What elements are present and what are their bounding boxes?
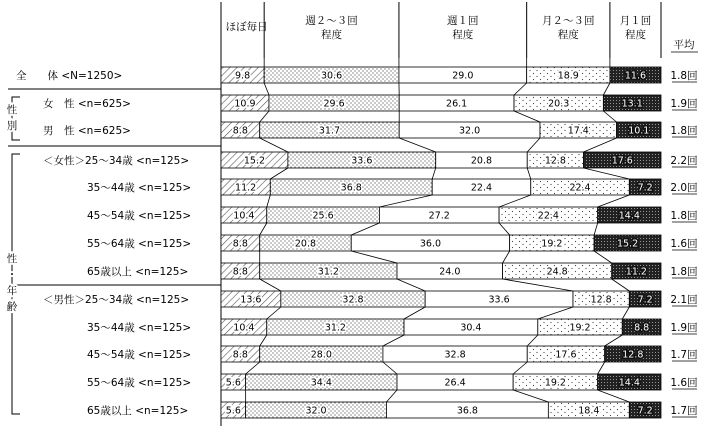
bar-value-label: 22.4 — [537, 210, 559, 222]
connector-line — [499, 195, 531, 207]
bar-value-label: 10.4 — [233, 322, 255, 334]
connector-line — [260, 223, 267, 235]
bar-value-label: 8.8 — [232, 125, 248, 137]
average-value: 1.8回 — [670, 210, 698, 222]
bar-value-label: 32.8 — [444, 349, 466, 361]
bar-value-label: 15.2 — [243, 155, 266, 167]
bar-value-label: 29.6 — [323, 98, 345, 110]
bar-value-label: 36.8 — [456, 405, 478, 417]
bar-value-label: 18.9 — [557, 70, 579, 82]
bar-value-label: 22.4 — [569, 182, 591, 194]
average-value: 2.2回 — [670, 155, 698, 167]
bar-value-label: 15.2 — [616, 238, 639, 250]
connector-line — [267, 195, 271, 207]
bar-value-label: 13.1 — [621, 98, 643, 110]
bar-value-label: 32.0 — [459, 125, 481, 137]
connector-line — [499, 223, 510, 235]
connector-line — [503, 251, 510, 263]
bar-value-label: 31.7 — [318, 125, 341, 137]
average-value: 1.6回 — [670, 238, 698, 250]
bar-value-label: 30.6 — [320, 70, 343, 82]
bar-value-label: 7.2 — [637, 294, 653, 306]
sex-age-group-label: 年 — [6, 285, 18, 297]
connector-line — [264, 83, 269, 95]
average-value: 2.1回 — [670, 294, 698, 306]
average-value: 1.7回 — [670, 405, 698, 417]
row-label: 45～54歳 <n=125> — [87, 349, 192, 361]
connector-line — [503, 279, 573, 291]
series-header-label: 程度 — [557, 29, 579, 41]
bar-value-label: 34.4 — [310, 377, 332, 389]
average-value: 1.9回 — [670, 98, 698, 110]
connector-line — [383, 362, 397, 374]
series-header-label: 程度 — [321, 29, 343, 41]
connector-line — [598, 362, 605, 374]
bar-value-label: 26.1 — [446, 98, 468, 110]
bar-value-label: 19.2 — [544, 377, 566, 389]
bar-value-label: 25.6 — [312, 210, 334, 222]
connector-line — [399, 138, 436, 152]
connector-line — [260, 335, 267, 346]
row-label: 55～64歳 <n=125> — [87, 238, 192, 250]
connector-line — [584, 138, 617, 152]
connector-line — [538, 307, 573, 319]
bar-value-label: 24.8 — [546, 266, 568, 278]
connector-line — [404, 307, 425, 319]
sex-group-label: 別 — [6, 120, 18, 132]
connector-line — [246, 362, 260, 374]
bar-value-label: 10.9 — [234, 98, 256, 110]
bar-value-label: 17.4 — [567, 125, 589, 137]
bar-value-label: 12.8 — [544, 155, 566, 167]
sex-age-bracket — [12, 154, 20, 414]
bar-value-label: 11.2 — [235, 182, 257, 194]
connector-line — [594, 223, 598, 235]
bar-value-label: 20.8 — [470, 155, 493, 167]
connector-line — [379, 195, 432, 207]
average-value: 1.8回 — [670, 70, 698, 82]
bar-value-label: 10.1 — [628, 125, 650, 137]
connector-line — [603, 83, 610, 95]
bar-value-label: 8.8 — [634, 322, 650, 334]
bar-value-label: 19.2 — [569, 322, 591, 334]
bar-value-label: 20.3 — [548, 98, 570, 110]
row-label: 35～44歳 <n=125> — [87, 322, 192, 334]
bar-value-label: 10.4 — [233, 210, 255, 222]
connector-line — [432, 168, 436, 179]
connector-line — [351, 251, 397, 263]
bar-value-label: 8.8 — [232, 349, 248, 361]
average-header: 平均 — [673, 39, 695, 51]
bar-value-label: 7.2 — [637, 405, 653, 417]
series-header-label: 週２～３回 — [305, 15, 358, 27]
connector-line — [260, 111, 269, 122]
sex-group-label: 性 — [6, 104, 18, 116]
connector-line — [270, 168, 288, 179]
bar-value-label: 12.8 — [590, 294, 612, 306]
average-value: 1.7回 — [670, 349, 698, 361]
series-header-label: 程度 — [624, 29, 646, 41]
bar-value-label: 33.6 — [488, 294, 510, 306]
bar-value-label: 13.6 — [240, 294, 262, 306]
bar-value-label: 20.8 — [294, 238, 317, 250]
connector-line — [267, 307, 281, 319]
row-label: 65歳以上 <n=125> — [87, 405, 189, 417]
bar-value-label: 14.4 — [618, 377, 640, 389]
series-header-label: 程度 — [452, 29, 474, 41]
bar-value-label: 22.4 — [470, 182, 493, 194]
sex-age-group-label: 性 — [6, 253, 18, 265]
bar-value-label: 9.8 — [235, 70, 251, 82]
connector-line — [513, 390, 548, 402]
connector-line — [594, 251, 612, 263]
average-value: 1.6回 — [670, 377, 698, 389]
bar-value-label: 5.6 — [225, 377, 241, 389]
bar-value-label: 17.6 — [555, 349, 577, 361]
connector-line — [260, 138, 288, 152]
connector-line — [260, 279, 281, 291]
sex-age-group-label: ・ — [6, 269, 18, 281]
average-value: 1.8回 — [670, 266, 698, 278]
connector-line — [622, 307, 629, 319]
series-header-label: ほぼ毎日 — [225, 21, 268, 33]
bar-value-label: 14.4 — [618, 210, 640, 222]
bar-value-label: 28.0 — [310, 349, 332, 361]
bar-value-label: 8.8 — [232, 266, 248, 278]
connector-line — [598, 390, 630, 402]
bar-value-label: 26.4 — [444, 377, 466, 389]
bar-value-label: 32.8 — [342, 294, 364, 306]
series-header-label: 週１回 — [447, 15, 479, 27]
average-value: 1.8回 — [670, 125, 698, 137]
bar-value-label: 29.0 — [452, 70, 474, 82]
bar-value-label: 11.6 — [624, 70, 647, 82]
bar-value-label: 31.2 — [324, 322, 346, 334]
bar-value-label: 8.8 — [232, 238, 248, 250]
connector-line — [383, 335, 404, 346]
connector-line — [386, 390, 397, 402]
connector-line — [514, 111, 540, 122]
series-header-label: 月２～３回 — [542, 15, 595, 27]
bar-value-label: 31.2 — [317, 266, 339, 278]
connector-line — [514, 83, 527, 95]
row-label: ＜男性＞25～34歳 <n=125> — [43, 294, 190, 306]
bar-value-label: 32.0 — [305, 405, 327, 417]
row-label: 55～64歳 <n=125> — [87, 377, 192, 389]
bar-value-label: 36.8 — [340, 182, 362, 194]
bar-value-label: 36.0 — [419, 238, 442, 250]
connector-line — [513, 362, 527, 374]
row-label: ＜女性＞25～34歳 <n=125> — [43, 155, 190, 167]
connector-line — [351, 223, 379, 235]
bar-value-label: 19.2 — [541, 238, 563, 250]
bar-value-label: 27.2 — [428, 210, 450, 222]
row-label: 女 性 <n=625> — [43, 98, 131, 110]
connector-line — [527, 168, 531, 179]
row-label: 45～54歳 <n=125> — [87, 210, 192, 222]
connector-line — [584, 168, 630, 179]
series-header-label: 月１回 — [619, 15, 652, 27]
row-label: 全 体 <N=1250> — [16, 70, 123, 82]
row-label: 男 性 <n=625> — [43, 125, 131, 137]
connector-line — [598, 195, 630, 207]
bar-value-label: 17.6 — [611, 155, 633, 167]
connector-line — [603, 111, 616, 122]
connector-line — [612, 279, 630, 291]
bar-value-label: 24.0 — [439, 266, 461, 278]
connector-line — [397, 279, 425, 291]
bar-value-label: 30.4 — [460, 322, 482, 334]
bar-value-label: 5.6 — [225, 405, 241, 417]
row-label: 65歳以上 <n=125> — [87, 266, 189, 278]
bar-value-label: 33.6 — [351, 155, 373, 167]
average-value: 2.0回 — [670, 182, 698, 194]
sex-age-group-label: 齢 — [6, 301, 18, 313]
bar-value-label: 18.4 — [578, 405, 600, 417]
connector-line — [527, 138, 540, 152]
bar-value-label: 7.2 — [637, 182, 653, 194]
connector-line — [605, 335, 623, 346]
connector-line — [527, 335, 538, 346]
bar-value-label: 11.2 — [625, 266, 647, 278]
bar-value-label: 12.8 — [622, 349, 644, 361]
average-value: 1.9回 — [670, 322, 698, 334]
row-label: 35～44歳 <n=125> — [87, 182, 192, 194]
